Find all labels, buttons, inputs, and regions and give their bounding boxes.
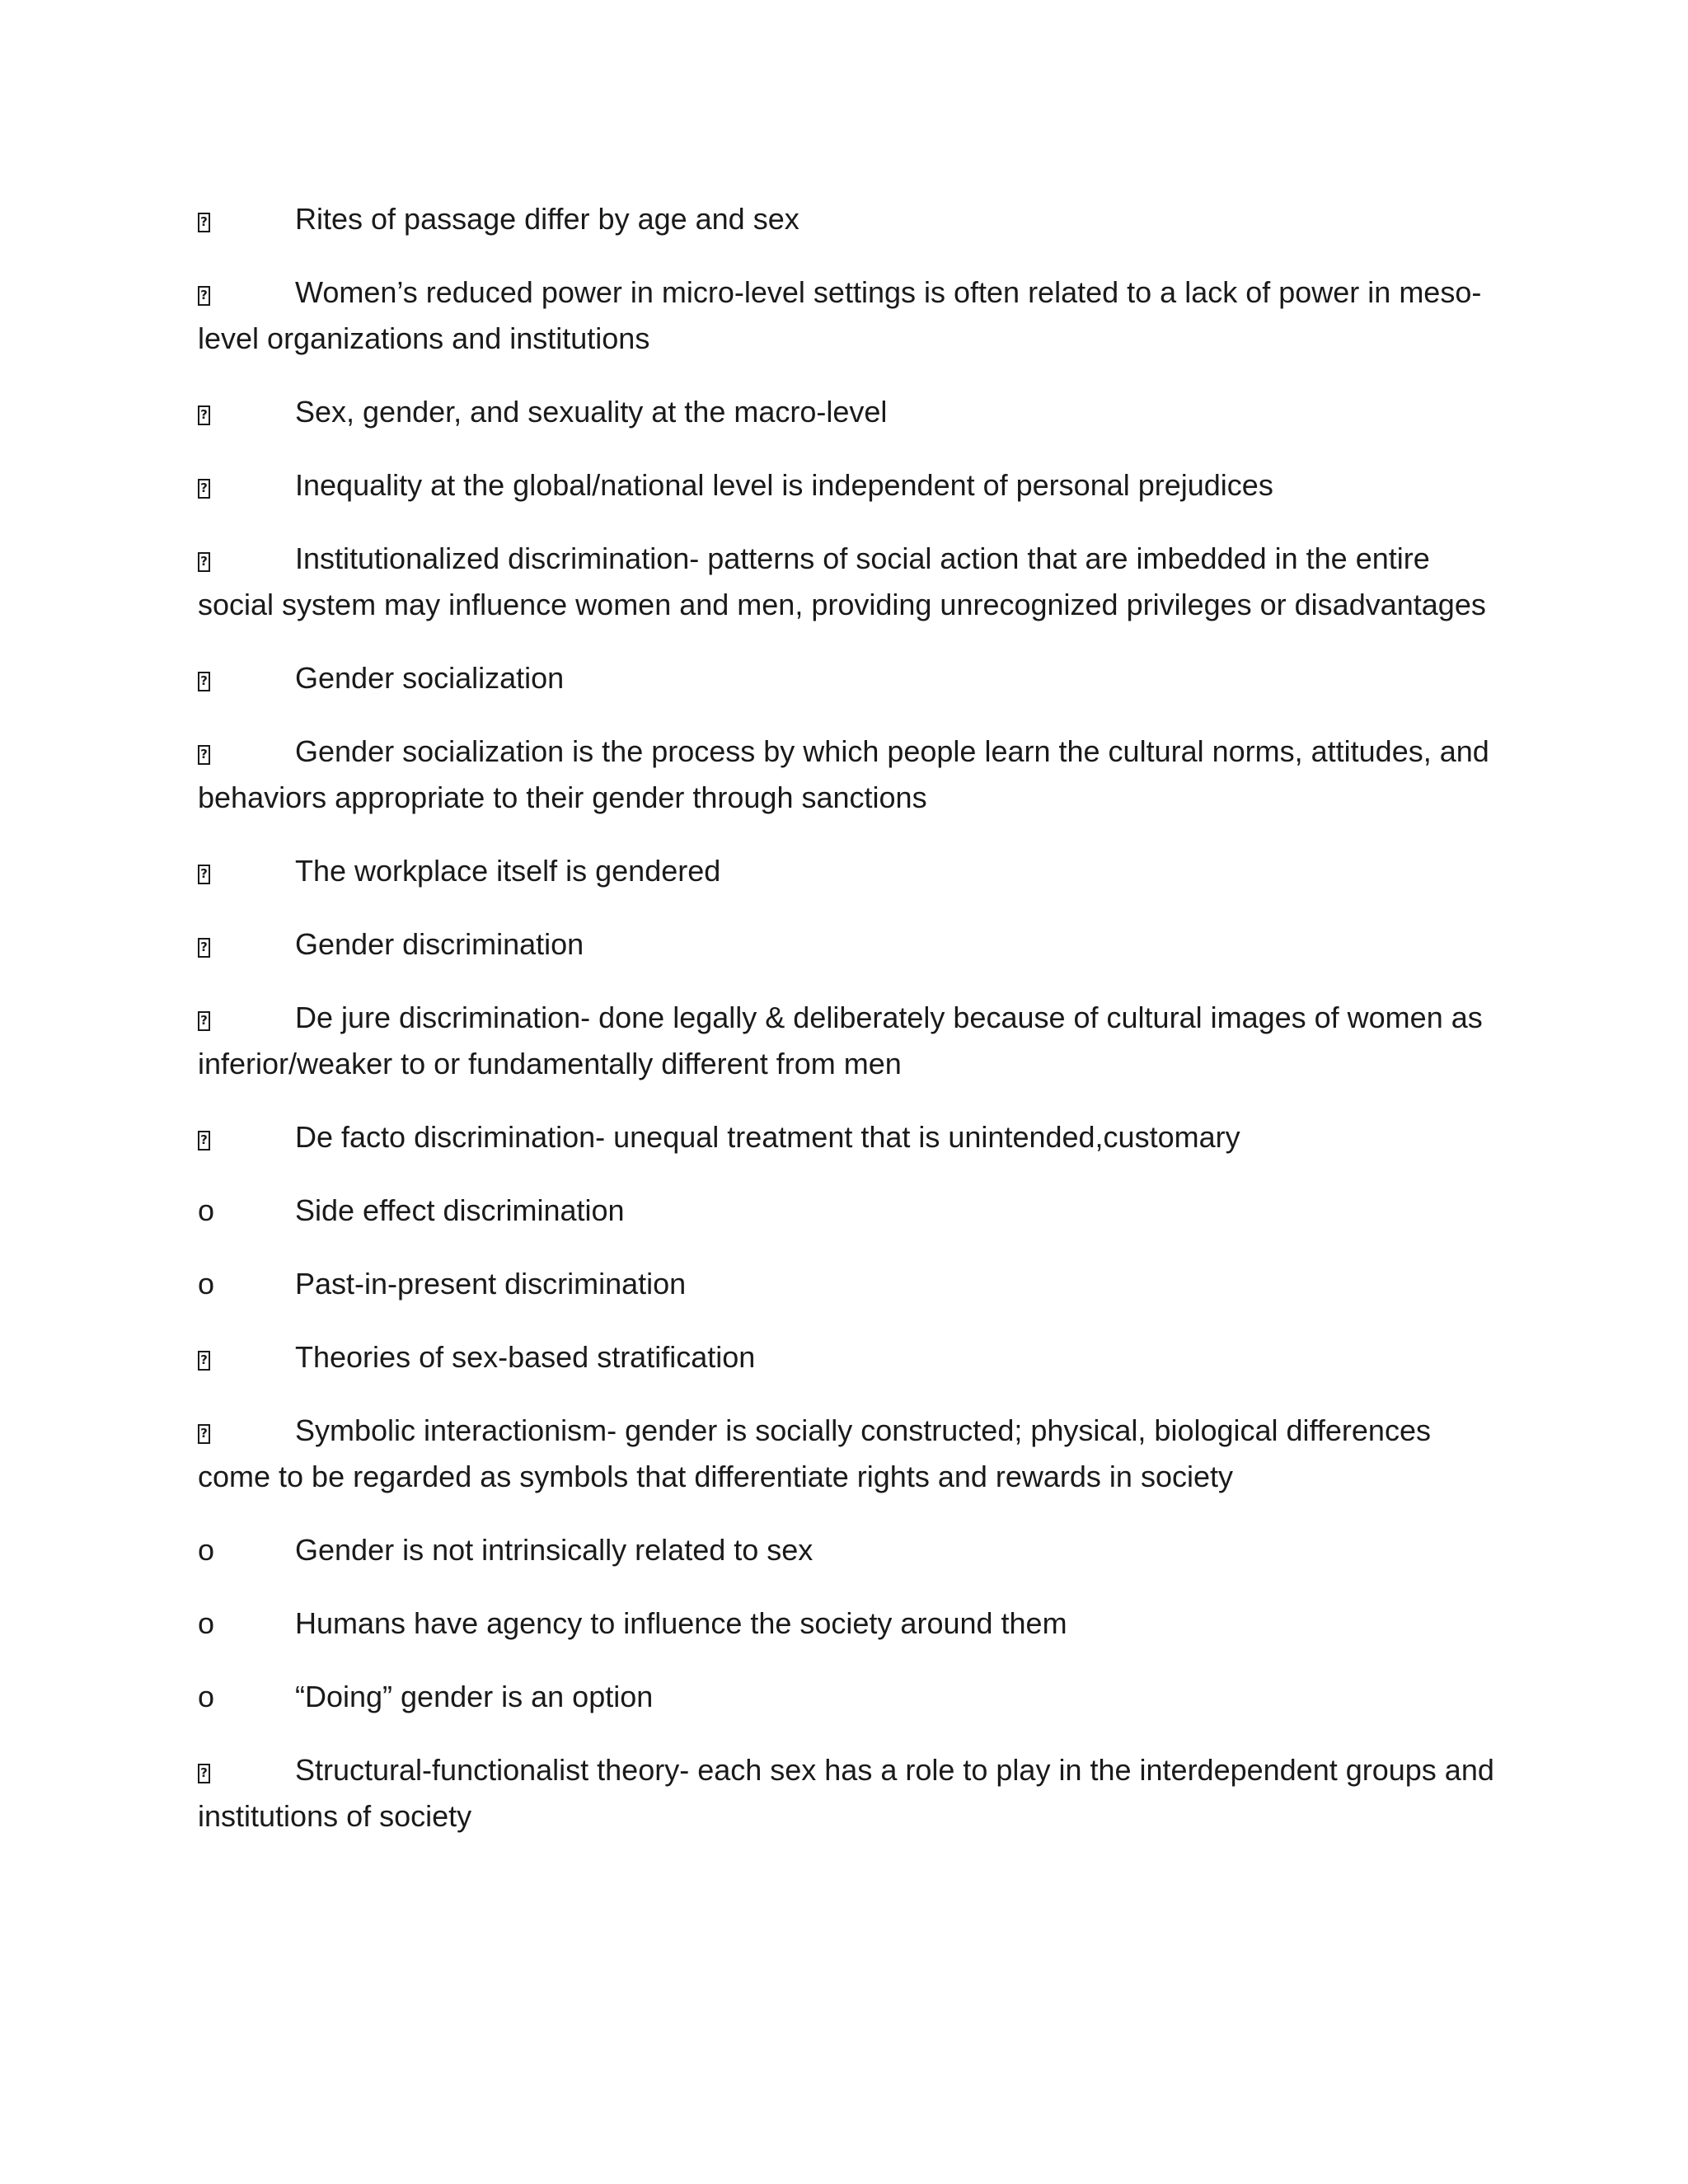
list-item-text: Gender discrimination xyxy=(295,927,584,961)
bullet-marker xyxy=(198,1261,295,1307)
list-item-text: Past-in-present discrimination xyxy=(295,1267,687,1301)
missing-glyph-icon xyxy=(198,552,210,572)
circle-bullet-icon: o xyxy=(198,1533,215,1567)
list-item xyxy=(198,729,1500,821)
list-item xyxy=(198,1188,1500,1234)
list-item xyxy=(198,655,1500,701)
missing-glyph-icon xyxy=(198,938,210,958)
list-item-text: Rites of passage differ by age and sex xyxy=(295,202,799,236)
circle-bullet-icon: o xyxy=(198,1267,215,1301)
bullet-marker xyxy=(198,655,295,701)
list-item-text: The workplace itself is gendered xyxy=(295,854,721,888)
bullet-marker xyxy=(198,1674,295,1720)
missing-glyph-icon xyxy=(198,1011,210,1031)
list-item-text: Inequality at the global/national level is independent of personal prejudices xyxy=(295,468,1273,502)
bullet-marker xyxy=(198,1188,295,1234)
missing-glyph-icon xyxy=(198,213,210,232)
bullet-marker xyxy=(198,1114,295,1160)
list-item xyxy=(198,462,1500,509)
list-item xyxy=(198,269,1500,362)
list-item xyxy=(198,1747,1500,1840)
bullet-marker xyxy=(198,1747,295,1793)
list-item xyxy=(198,921,1500,968)
list-item-text: Structural-functionalist theory- each sex has a role to play in the interdependent groups and institutions of society xyxy=(198,1753,1494,1833)
list-item-text: De jure discrimination- done legally & deliberately because of cultural images of women as inferior/weaker to or fundamentally different from men xyxy=(198,1001,1483,1080)
list-item-text: Side effect discrimination xyxy=(295,1193,625,1227)
list-item xyxy=(198,1334,1500,1380)
list-item-text: De facto discrimination- unequal treatment that is unintended,customary xyxy=(295,1120,1240,1154)
list-item xyxy=(198,389,1500,435)
list-item xyxy=(198,1674,1500,1720)
missing-glyph-icon xyxy=(198,745,210,765)
missing-glyph-icon xyxy=(198,1351,210,1371)
missing-glyph-icon xyxy=(198,286,210,306)
list-item-text: Institutionalized discrimination- patterns of social action that are imbedded in the entire social system may influence women and men, providing unrecognized privileges or disadvantages xyxy=(198,541,1486,621)
missing-glyph-icon xyxy=(198,1764,210,1783)
list-item xyxy=(198,1114,1500,1160)
missing-glyph-icon xyxy=(198,865,210,884)
bullet-marker xyxy=(198,389,295,435)
list-item-text: Symbolic interactionism- gender is socially constructed; physical, biological differences come to be regarded as symbols that differentiate rights and rewards in society xyxy=(198,1413,1431,1493)
bullet-marker xyxy=(198,196,295,242)
bullet-marker xyxy=(198,1601,295,1647)
bullet-marker xyxy=(198,995,295,1041)
bullet-marker xyxy=(198,1527,295,1573)
missing-glyph-icon xyxy=(198,405,210,425)
bullet-marker xyxy=(198,269,295,316)
list-item xyxy=(198,536,1500,628)
bullet-marker xyxy=(198,536,295,582)
list-item xyxy=(198,1601,1500,1647)
list-item xyxy=(198,1261,1500,1307)
bullet-marker xyxy=(198,848,295,894)
list-item-text: “Doing” gender is an option xyxy=(295,1680,654,1713)
bullet-marker xyxy=(198,1408,295,1454)
bullet-marker xyxy=(198,1334,295,1380)
circle-bullet-icon: o xyxy=(198,1680,215,1713)
bullet-marker xyxy=(198,729,295,775)
missing-glyph-icon xyxy=(198,1424,210,1444)
list-item-text: Sex, gender, and sexuality at the macro-level xyxy=(295,395,888,429)
circle-bullet-icon: o xyxy=(198,1193,215,1227)
bullet-list xyxy=(198,196,1500,1867)
missing-glyph-icon xyxy=(198,479,210,499)
list-item xyxy=(198,196,1500,242)
list-item-text: Women’s reduced power in micro-level settings is often related to a lack of power in meso-level organizations and institutions xyxy=(198,275,1482,355)
circle-bullet-icon: o xyxy=(198,1606,215,1640)
bullet-marker xyxy=(198,921,295,968)
list-item xyxy=(198,848,1500,894)
list-item-text: Gender socialization xyxy=(295,661,565,695)
list-item xyxy=(198,1408,1500,1500)
missing-glyph-icon xyxy=(198,1131,210,1151)
missing-glyph-icon xyxy=(198,672,210,691)
list-item-text: Theories of sex-based stratification xyxy=(295,1340,756,1374)
list-item-text: Gender is not intrinsically related to sex xyxy=(295,1533,814,1567)
list-item-text: Gender socialization is the process by which people learn the cultural norms, attitudes, and behaviors appropriate to their gender through sanctions xyxy=(198,734,1489,814)
list-item xyxy=(198,995,1500,1087)
bullet-marker xyxy=(198,462,295,509)
list-item xyxy=(198,1527,1500,1573)
list-item-text: Humans have agency to influence the society around them xyxy=(295,1606,1067,1640)
